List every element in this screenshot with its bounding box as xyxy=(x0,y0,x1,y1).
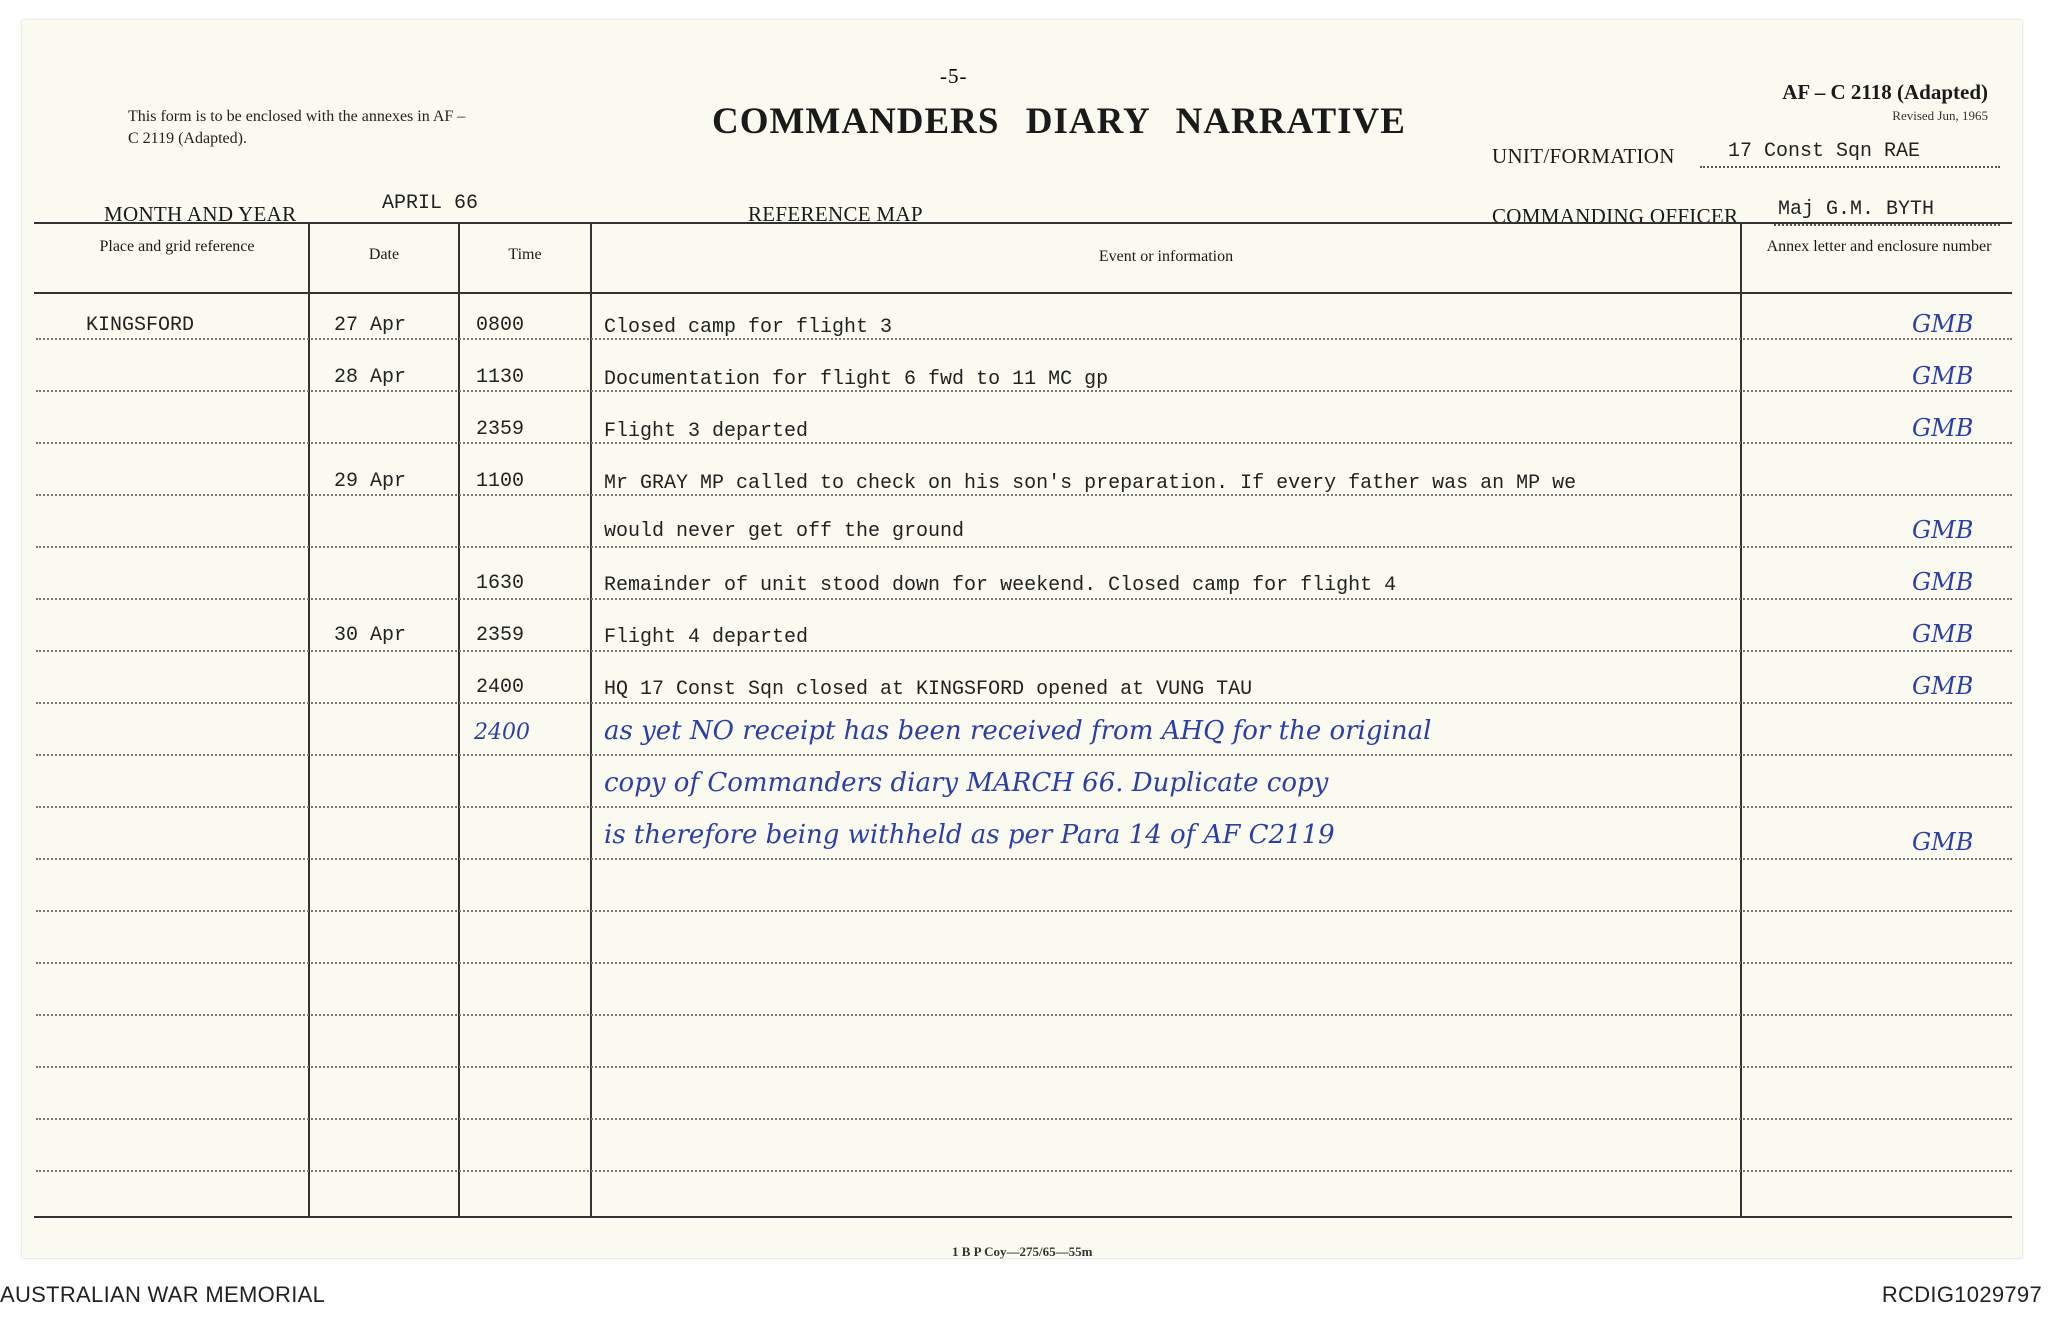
row-3-event: Flight 3 departed xyxy=(604,420,809,443)
row-rule xyxy=(36,1014,2012,1016)
column-header-event: Event or information xyxy=(1098,248,1234,265)
column-header-annex: Annex letter and enclosure number xyxy=(1766,238,1992,255)
form-title: COMMANDERS DIARY NARRATIVE xyxy=(712,101,1406,142)
row-7-time: 2359 xyxy=(476,624,525,647)
row-5-annex-initials: GMB xyxy=(1912,516,1974,544)
unit-formation-line xyxy=(1700,166,2000,168)
row-4-time: 1100 xyxy=(476,470,525,493)
row-2-event: Documentation for flight 6 fwd to 11 MC gp xyxy=(604,368,1109,391)
row-1-time: 0800 xyxy=(476,314,525,337)
row-8-annex-initials: GMB xyxy=(1912,672,1974,700)
row-6-time: 1630 xyxy=(476,572,525,595)
row-1-place: KINGSFORD xyxy=(86,314,195,337)
handwritten-line-2: copy of Commanders diary MARCH 66. Duplicate copy xyxy=(604,768,1329,798)
table-bottom-border xyxy=(34,1216,2012,1218)
row-8-time: 2400 xyxy=(476,676,525,699)
revised-date: Revised Jun, 1965 xyxy=(1892,108,1988,123)
row-3-annex-initials: GMB xyxy=(1912,414,1974,442)
commanding-officer-label: COMMANDING OFFICER xyxy=(1492,204,1739,228)
footer-source: AUSTRALIAN WAR MEMORIAL xyxy=(0,1282,326,1307)
row-rule xyxy=(36,858,2012,860)
form-note: This form is to be enclosed with the annexes in AF – C 2119 (Adapted). xyxy=(128,108,466,147)
diary-form-sheet xyxy=(22,20,2022,1258)
row-1-event: Closed camp for flight 3 xyxy=(604,316,893,339)
row-rule xyxy=(36,754,2012,756)
row-7-event: Flight 4 departed xyxy=(604,626,809,649)
month-year-value: APRIL 66 xyxy=(382,192,479,215)
row-2-annex-initials: GMB xyxy=(1912,362,1974,390)
row-rule xyxy=(36,910,2012,912)
row-2-time: 1130 xyxy=(476,366,525,389)
footer-id: RCDIG1029797 xyxy=(1881,1282,2042,1307)
row-7-date: 30 Apr xyxy=(334,624,407,647)
table-top-border xyxy=(34,222,2012,224)
column-header-date: Date xyxy=(368,246,400,263)
reference-map-label: REFERENCE MAP xyxy=(748,202,923,226)
row-8-event: HQ 17 Const Sqn closed at KINGSFORD opened at VUNG TAU xyxy=(604,678,1253,701)
commanding-officer-line xyxy=(1774,224,2000,226)
handwritten-line-1: as yet NO receipt has been received from AHQ for the original xyxy=(604,716,1432,746)
row-rule xyxy=(36,338,2012,340)
row-1-date: 27 Apr xyxy=(334,314,407,337)
column-header-time: Time xyxy=(508,246,542,263)
handwritten-annex-initials: GMB xyxy=(1912,828,1974,856)
row-rule xyxy=(36,962,2012,964)
handwritten-time: 2400 xyxy=(474,720,530,745)
row-rule xyxy=(36,806,2012,808)
unit-formation-value: 17 Const Sqn RAE xyxy=(1728,140,1921,163)
row-4-event: Mr GRAY MP called to check on his son's preparation. If every father was an MP we xyxy=(604,472,1577,495)
row-1-annex-initials: GMB xyxy=(1912,310,1974,338)
row-6-annex-initials: GMB xyxy=(1912,568,1974,596)
handwritten-line-3: is therefore being withheld as per Para 14 of AF C2119 xyxy=(604,820,1335,850)
page-number: -5- xyxy=(940,64,968,88)
row-2-date: 28 Apr xyxy=(334,366,407,389)
row-rule xyxy=(36,546,2012,548)
row-rule xyxy=(36,598,2012,600)
row-rule xyxy=(36,1066,2012,1068)
month-year-label: MONTH AND YEAR xyxy=(104,202,297,226)
row-7-annex-initials: GMB xyxy=(1912,620,1974,648)
row-rule xyxy=(36,1118,2012,1120)
row-3-time: 2359 xyxy=(476,418,525,441)
row-rule xyxy=(36,702,2012,704)
unit-formation-label: UNIT/FORMATION xyxy=(1492,144,1675,168)
table-header-border xyxy=(34,292,2012,294)
row-5-event: would never get off the ground xyxy=(604,520,965,543)
commanding-officer-value: Maj G.M. BYTH xyxy=(1778,198,1935,221)
form-code: AF – C 2118 (Adapted) xyxy=(1782,80,1988,104)
row-6-event: Remainder of unit stood down for weekend. Closed camp for flight 4 xyxy=(604,574,1397,597)
row-rule xyxy=(36,1170,2012,1172)
printer-mark: 1 B P Coy—275/65—55m xyxy=(952,1244,1093,1259)
row-rule xyxy=(36,442,2012,444)
row-rule xyxy=(36,650,2012,652)
column-header-place: Place and grid reference xyxy=(99,238,255,255)
row-4-date: 29 Apr xyxy=(334,470,407,493)
